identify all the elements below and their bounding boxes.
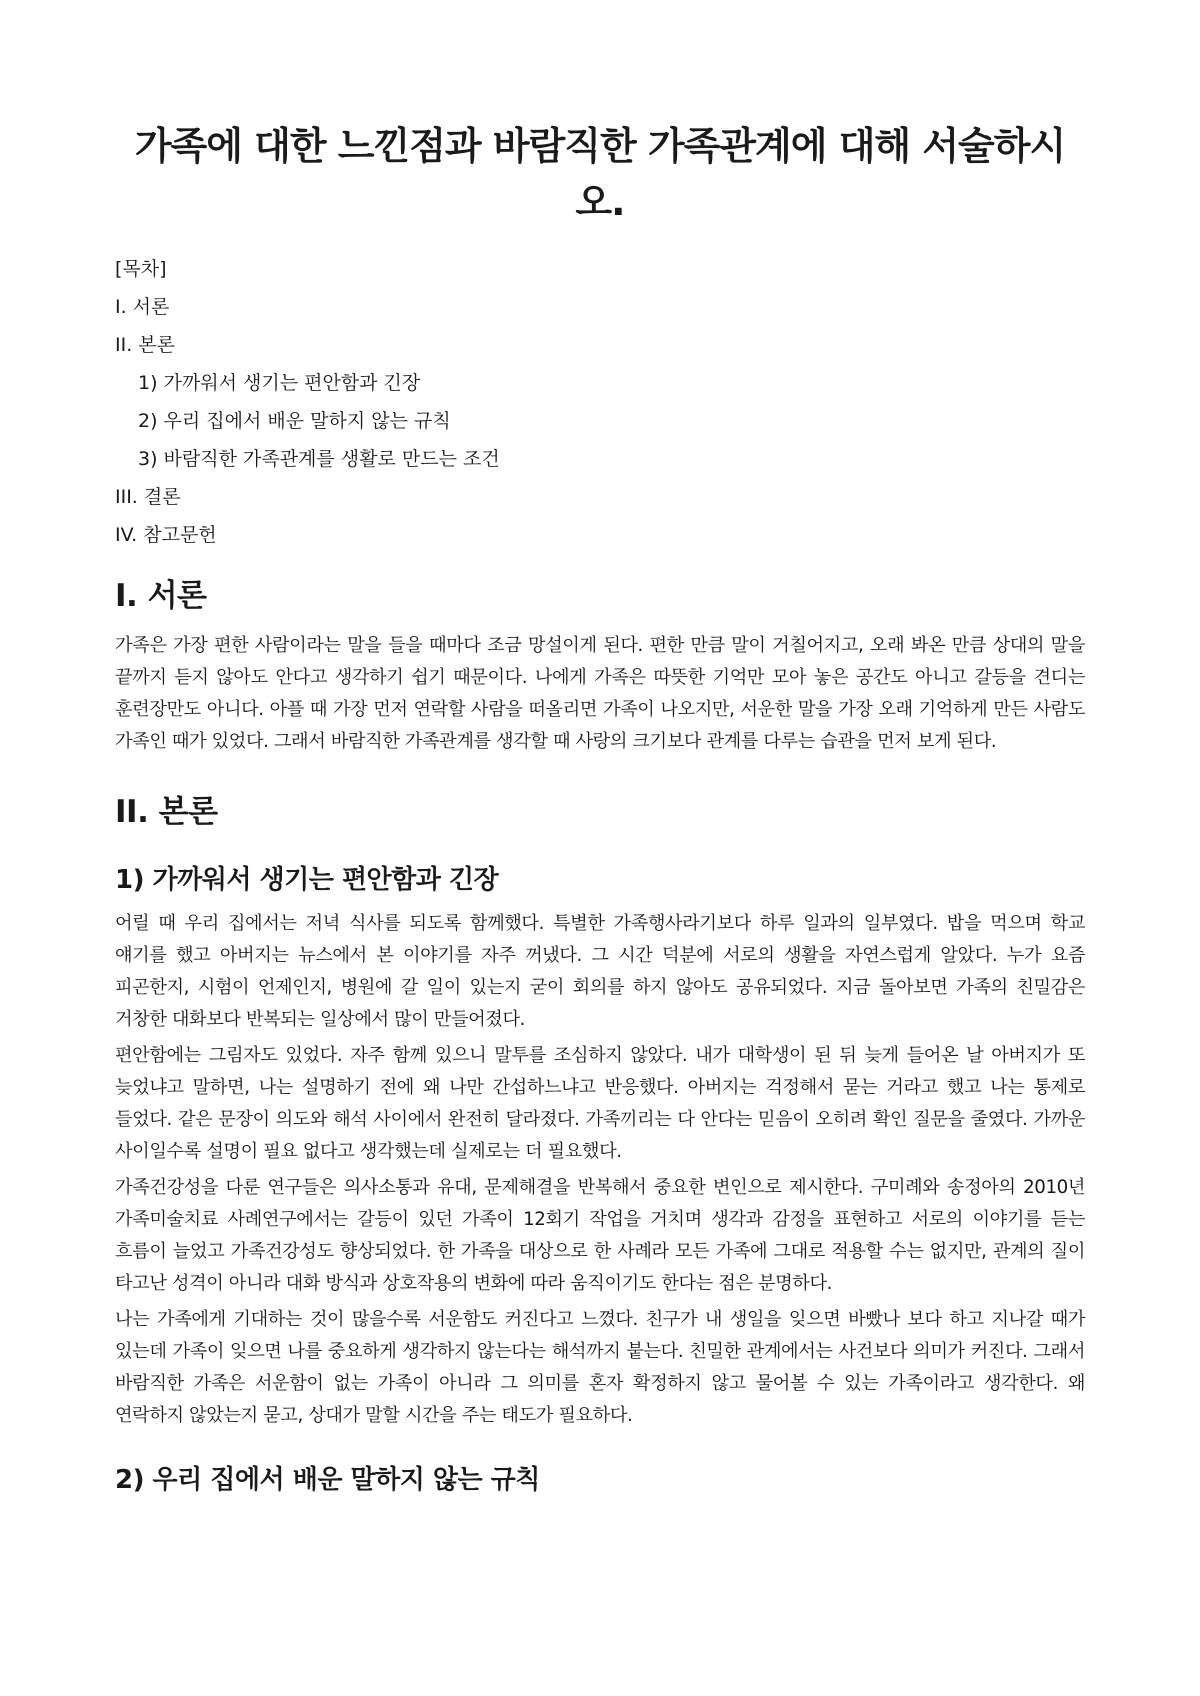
subsection-title-1: 1) 가까워서 생기는 편안함과 긴장: [115, 865, 499, 895]
toc-subitem-1: 1) 가까워서 생기는 편안함과 긴장: [138, 372, 421, 394]
subsection-title-2: 2) 우리 집에서 배운 말하지 않는 규칙: [115, 1465, 540, 1495]
body-paragraph-4: 나는 가족에게 기대하는 것이 많을수록 서운함도 커진다고 느꼈다. 친구가 내 생일을 잊으면 바빴나 보다 하고 지나갈 때가 있는데 가족이 잊으면 나를 중요하게 생각하지 않는다는 해석까지 붙는다. 친밀한 관계에서는 사건보다 의미가 커진다. 그래서 바람직한 가족은 서운함이 없는 가족이 아니라 그 의미를 혼자 확정하지 않고 물어볼 수 있는 가족이라고 생각한다. 왜 연락하지 않았는지 묻고, 상대가 말할 시간을 주는 태도가 필요하다.: [115, 1309, 1085, 1426]
toc-item-body: II. 본론: [115, 334, 175, 356]
toc-item-references: IV. 참고문헌: [115, 524, 217, 546]
toc-subitem-3: 3) 바람직한 가족관계를 생활로 만드는 조건: [138, 448, 500, 470]
body-paragraph-1: 어릴 때 우리 집에서는 저녁 식사를 되도록 함께했다. 특별한 가족행사라기보다 하루 일과의 일부였다. 밥을 먹으며 학교 얘기를 했고 아버지는 뉴스에서 본 이야기를 자주 꺼냈다. 그 시간 덕분에 서로의 생활을 자연스럽게 알았다. 누가 요즘 피곤한지, 시험이 언제인지, 병원에 갈 일이 있는지 굳이 회의를 하지 않아도 공유되었다. 지금 돌아보면 가족의 친밀감은 거창한 대화보다 반복되는 일상에서 많이 만들어졌다.: [115, 913, 1085, 1030]
document-title: 가족에 대한 느낀점과 바람직한 가족관계에 대해 서술하시오.: [134, 124, 1066, 224]
section-title-body: II. 본론: [115, 794, 218, 830]
table-of-contents: [115, 250, 1085, 554]
section-title-intro: I. 서론: [115, 578, 207, 614]
toc-heading: [목차]: [115, 258, 167, 280]
toc-subitem-2: 2) 우리 집에서 배운 말하지 않는 규칙: [138, 410, 451, 432]
intro-paragraph: 가족은 가장 편한 사람이라는 말을 들을 때마다 조금 망설이게 된다. 편한 만큼 말이 거칠어지고, 오래 봐온 만큼 상대의 말을 끝까지 듣지 않아도 안다고 생각하기 쉽기 때문이다. 나에게 가족은 따뜻한 기억만 모아 놓은 공간도 아니고 갈등을 견디는 훈련장만도 아니다. 아플 때 가장 먼저 연락할 사람을 떠올리면 가족이 나오지만, 서운한 말을 가장 오래 기억하게 만든 사람도 가족인 때가 있었다. 그래서 바람직한 가족관계를 생각할 때 사랑의 크기보다 관계를 다루는 습관을 먼저 보게 된다.: [115, 635, 1085, 752]
toc-item-intro: I. 서론: [115, 296, 170, 318]
toc-item-conclusion: III. 결론: [115, 486, 181, 508]
body-paragraph-3: 가족건강성을 다룬 연구들은 의사소통과 유대, 문제해결을 반복해서 중요한 변인으로 제시한다. 구미례와 송정아의 2010년 가족미술치료 사례연구에서는 갈등이 있던 가족이 12회기 작업을 거치며 생각과 감정을 표현하고 서로의 이야기를 듣는 흐름이 늘었고 가족건강성도 향상되었다. 한 가족을 대상으로 한 사례라 모든 가족에 그대로 적용할 수는 없지만, 관계의 질이 타고난 성격이 아니라 대화 방식과 상호작용의 변화에 따라 움직이기도 한다는 점은 분명하다.: [115, 1177, 1085, 1294]
body-paragraph-2: 편안함에는 그림자도 있었다. 자주 함께 있으니 말투를 조심하지 않았다. 내가 대학생이 된 뒤 늦게 들어온 날 아버지가 또 늦었냐고 말하면, 나는 설명하기 전에 왜 나만 간섭하느냐고 반응했다. 아버지는 걱정해서 묻는 거라고 했고 나는 통제로 들었다. 같은 문장이 의도와 해석 사이에서 완전히 달라졌다. 가족끼리는 다 안다는 믿음이 오히려 확인 질문을 줄였다. 가까운 사이일수록 설명이 필요 없다고 생각했는데 실제로는 더 필요했다.: [115, 1045, 1085, 1162]
